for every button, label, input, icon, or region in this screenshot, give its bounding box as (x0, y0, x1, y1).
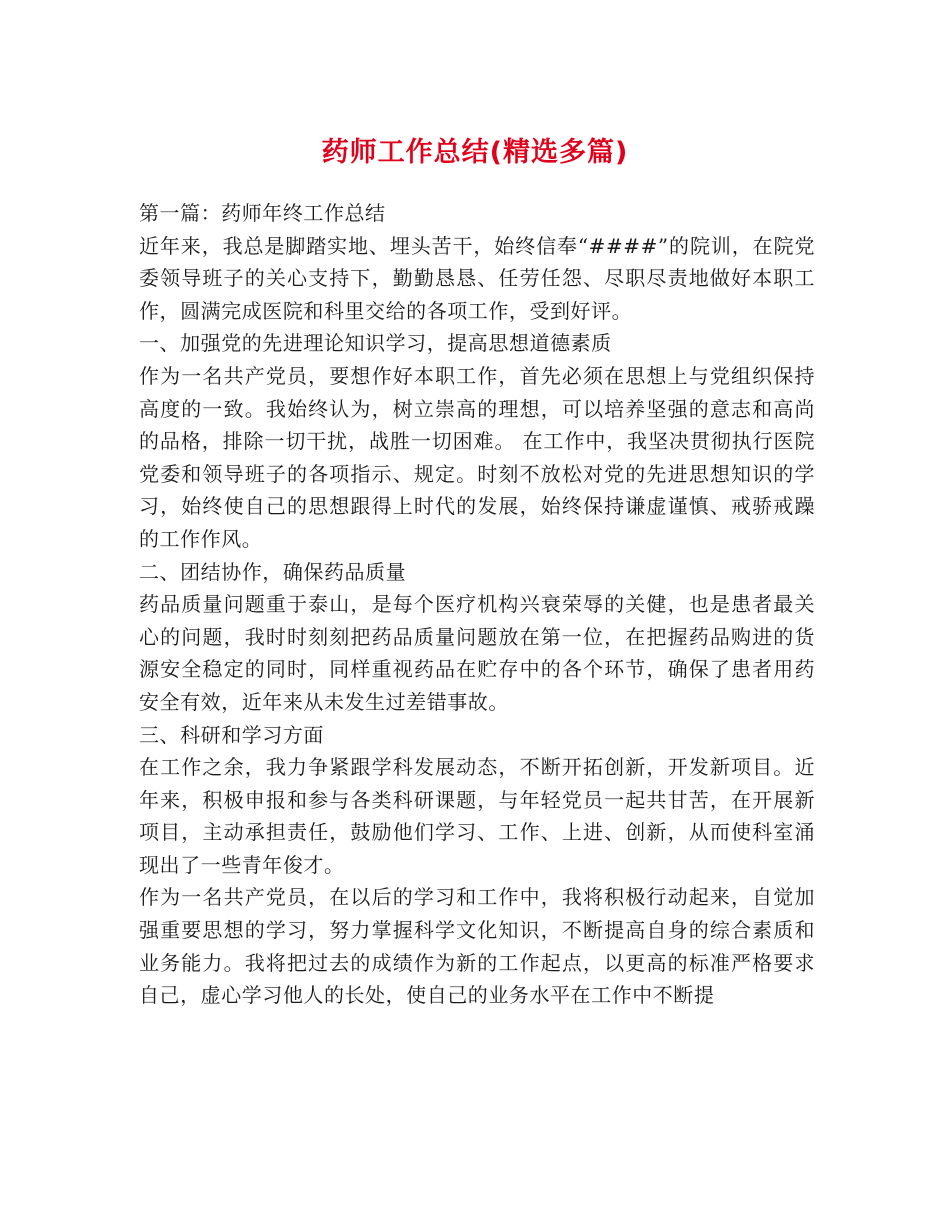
body-paragraph: 在工作之余，我力争紧跟学科发展动态，不断开拓创新，开发新项目。近年来，积极申报和参与各类科研课题，与年轻党员一起共甘苦，在开展新项目，主动承担责任，鼓励他们学习、工作、上进、创新，从而使科室涌现出了一些青年俊才。 (139, 755, 815, 877)
document-title: 药师工作总结(精选多篇) (321, 137, 629, 168)
section-heading: 一、加强党的先进理论知识学习，提高思想道德素质 (139, 331, 612, 356)
body-paragraph: 近年来，我总是脚踏实地、埋头苦干，始终信奉“####”的院训，在院党委领导班子的关心支持下，勤勤恳恳、任劳任怨、尽职尽责地做好本职工作，圆满完成医院和科里交给的各项工作，受到好评。 (139, 233, 815, 323)
body-paragraph: 作为一名共产党员，要想作好本职工作，首先必须在思想上与党组织保持高度的一致。我始终认为，树立崇高的理想，可以培养坚强的意志和高尚的品格，排除一切干扰，战胜一切困难。 在工作中，我坚决贯彻执行医院党委和领导班子的各项指示、规定。时刻不放松对党的先进思想知识的学习，始终使自己的思想跟得上时代的发展，始终保持谦虚谨慎、戒骄戒躁的工作作风。 (139, 363, 815, 551)
section-heading: 二、团结协作，确保药品质量 (139, 559, 407, 584)
body-paragraph: 药品质量问题重于泰山，是每个医疗机构兴衰荣辱的关健，也是患者最关心的问题，我时时刻刻把药品质量问题放在第一位，在把握药品购进的货源安全稳定的同时，同样重视药品在贮存中的各个环节，确保了患者用药安全有效，近年来从未发生过差错事故。 (139, 592, 815, 714)
section-heading: 三、科研和学习方面 (139, 722, 324, 747)
document-body (139, 197, 815, 1012)
body-paragraph: 作为一名共产党员，在以后的学习和工作中，我将积极行动起来，自觉加强重要思想的学习，努力掌握科学文化知识，不断提高自身的综合素质和业务能力。我将把过去的成绩作为新的工作起点，以更高的标准严格要求自己，虚心学习他人的长处，使自己的业务水平在工作中不断提 (139, 885, 815, 1008)
section-heading: 第一篇：药师年终工作总结 (139, 201, 386, 225)
